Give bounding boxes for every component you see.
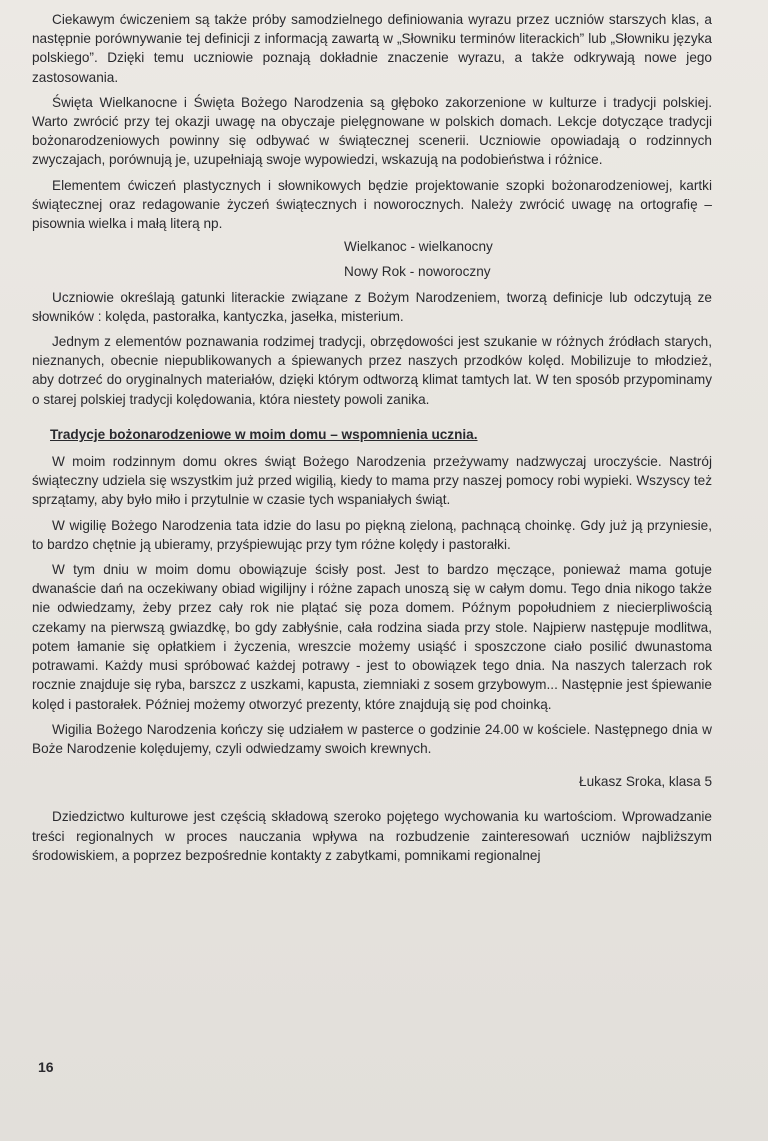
paragraph-carols: Jednym z elementów poznawania rodzimej tradycji, obrzędowości jest szukanie w różnych źródłach starych, nieznanych, obecnie niepublikowanych a śpiewanych przez naszych przodków kolęd. Mobilizuje to młodzież, aby dotrzeć do oryginalnych materiałów, dzięki którym odtworzą klimat tamtych lat. W ten sposób przypominamy o starej polskiej tradycji kolędowania, która niestety powoli zanika.	[32, 334, 712, 407]
paragraph-holidays: Święta Wielkanocne i Święta Bożego Narodzenia są głęboko zakorzenione w kulturze i tradycji polskiej. Warto zwrócić przy tej okazji uwagę na obyczaje pielęgnowane w polskich domach. Lekcje dotyczące tradycji bożonarodzeniowych powinny się odbywać w świątecznej scenerii. Uczniowie opowiadają o rodzinnych zwyczajach, porównują je, uzupełniają swoje wypowiedzi, wskazują na podobieństwa i różnice.	[32, 94, 712, 168]
paragraph-definitions: Ciekawym ćwiczeniem są także próby samodzielnego definiowania wyrazu przez uczniów starszych klas, a następnie porównywanie tej definicji z informacją zawartą w „Słowniku terminów literackich” lub „Słowniku języka polskiego”. Dzięki temu uczniowie poznają dokładnie znaczenie wyrazu, a także odkrywają nowe jego zastosowania.	[32, 12, 712, 85]
essay-paragraph: Wigilia Bożego Narodzenia kończy się udziałem w pasterce o godzinie 24.00 w kościele. Następnego dnia w Boże Narodzenie kolędujemy, czyli odwiedzamy swoich krewnych.	[32, 721, 712, 756]
example-line: Nowy Rok - noworoczny	[344, 264, 491, 280]
paragraph-exercises: Elementem ćwiczeń plastycznych i słownikowych będzie projektowanie szopki bożonarodzeniowej, kartki świątecznej oraz redagowanie życzeń świątecznych i noworocznych. Należy zwrócić uwagę na ortografię – pisownia wielka i małą literą np.	[32, 177, 712, 232]
page-content	[32, 10, 712, 865]
essay-paragraph: W wigilię Bożego Narodzenia tata idzie do lasu po piękną zieloną, pachnącą choinkę. Gdy już ją przyniesie, to bardzo chętnie ją ubieramy, przyśpiewując przy tym różne kolędy i pastorałki.	[32, 517, 712, 552]
essay-paragraph: W tym dniu w moim domu obowiązuje ścisły post. Jest to bardzo męczące, ponieważ mama gotuje dwanaście dań na oczekiwany obiad wigilijny i różne zapach unoszą się w całym domu. Tego dnia nikogo także nie odwiedzamy, żeby przez cały rok nie plątać się poza domem. Późnym popołudniem z niecierpliwością czekamy na pierwszą gwiazdkę, bo gdy zabłyśnie, cała rodzina siada przy stole. Najpierw następuje modlitwa, potem łamanie się opłatkiem i życzenia, wreszcie możemy usiąść i sposzczone ciało posilić dwunastoma potrawami. Każdy musi spróbować każdej potrawy - jest to obowiązek tego dnia. Na naszych talerzach rok rocznie znajduje się ryba, barszcz z uszkami, kapusta, ziemniaki z sosem grzybowym... Następnie jest śpiewanie kolęd i pastorałek. Później możemy otworzyć prezenty, które znajdują się pod choinką.	[32, 562, 712, 712]
essay-paragraph: W moim rodzinnym domu okres świąt Bożego Narodzenia przeżywamy nadzwyczaj uroczyście. Nastrój świąteczny udziela się wszystkim już przed wigilią, kiedy to mama przy naszej pomocy robi wypieki. Wszyscy też sprzątamy, aby było miło i przytulnie w czasie tych wspaniałych świąt.	[32, 454, 712, 508]
paragraph-heritage: Dziedzictwo kulturowe jest częścią składową szeroko pojętego wychowania ku wartościom. Wprowadzanie treści regionalnych w proces nauczania wpływa na rozbudzenie zainteresowań uczniów najbliższym środowiskiem, a poprzez bezpośrednie kontakty z zabytkami, pomnikami regionalnej	[32, 809, 712, 863]
section-heading: Tradycje bożonarodzeniowe w moim domu – wspomnienia ucznia.	[50, 426, 478, 442]
paragraph-genres: Uczniowie określają gatunki literackie związane z Bożym Narodzeniem, tworzą definicje lub odczytują ze słowników : kolęda, pastorałka, kantyczka, jasełka, misterium.	[32, 289, 712, 324]
author-signature: Łukasz Sroka, klasa 5	[579, 774, 712, 790]
example-line: Wielkanoc - wielkanocny	[344, 239, 493, 255]
page-number: 16	[38, 1059, 54, 1075]
